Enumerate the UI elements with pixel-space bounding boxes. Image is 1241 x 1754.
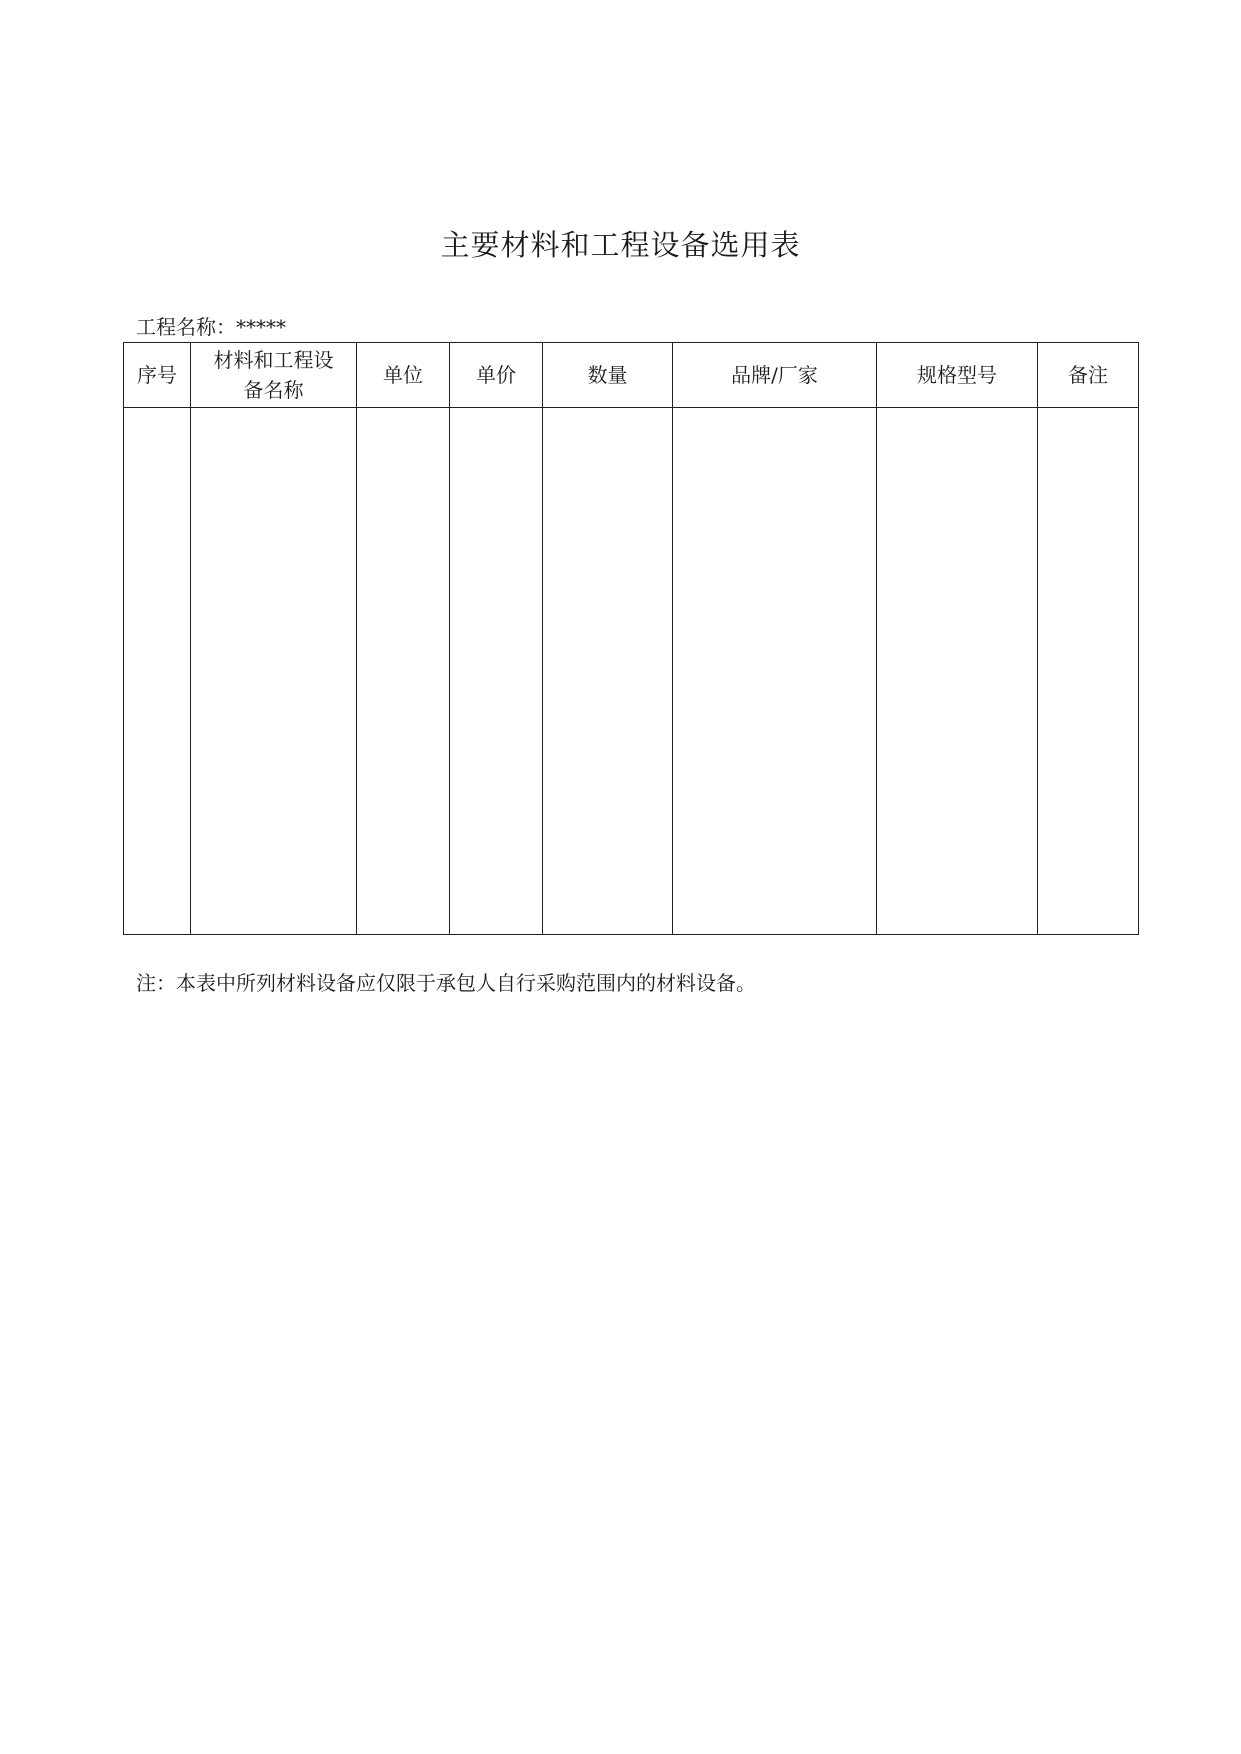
- table-header-row: [124, 343, 1139, 408]
- column-header-brand-manufacturer: 品牌/厂家: [673, 343, 877, 408]
- table-cell: [877, 408, 1038, 935]
- table-cell: [450, 408, 543, 935]
- column-header-material-name: 材料和工程设备名称: [191, 343, 357, 408]
- table-cell: [357, 408, 450, 935]
- table-cell: [1038, 408, 1139, 935]
- column-header-quantity: 数量: [543, 343, 673, 408]
- project-name-label: 工程名称：*****: [136, 315, 286, 339]
- column-header-serial-number: 序号: [124, 343, 191, 408]
- materials-table: [123, 342, 1139, 935]
- table-cell: [543, 408, 673, 935]
- page-title: 主要材料和工程设备选用表: [440, 228, 801, 262]
- table-cell: [191, 408, 357, 935]
- column-header-unit-price: 单价: [450, 343, 543, 408]
- table-row: [124, 408, 1139, 935]
- column-header-specification-model: 规格型号: [877, 343, 1038, 408]
- column-header-unit: 单位: [357, 343, 450, 408]
- table-cell: [124, 408, 191, 935]
- table-note: 注：本表中所列材料设备应仅限于承包人自行采购范围内的材料设备。: [136, 971, 756, 995]
- table-cell: [673, 408, 877, 935]
- column-header-remarks: 备注: [1038, 343, 1139, 408]
